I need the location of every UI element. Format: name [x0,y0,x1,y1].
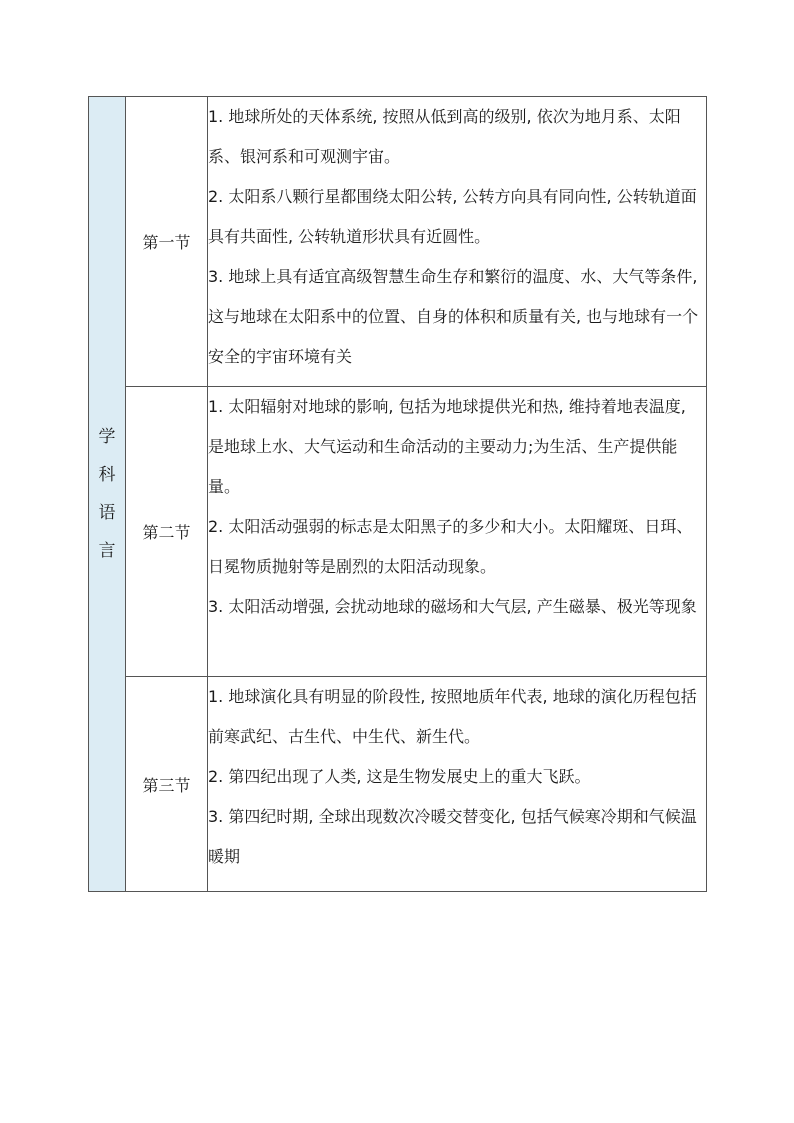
category-label [99,418,116,570]
category-char: 科 [98,465,116,485]
content-item: 2. 太阳系八颗行星都围绕太阳公转, 公转方向具有同向性, 公转轨道面具有共面性, 公转轨道形状具有近圆性。 [208,187,697,246]
table-row [89,97,707,387]
category-cell [89,97,126,892]
content-item: 3. 第四纪时期, 全球出现数次冷暖交替变化, 包括气候寒冷期和气候温暖期 [208,807,697,866]
content-item: 2. 太阳活动强弱的标志是太阳黑子的多少和大小。太阳耀斑、日珥、日冕物质抛射等是剧烈的太阳活动现象。 [208,517,693,576]
content-item: 2. 第四纪出现了人类, 这是生物发展史上的重大飞跃。 [208,767,591,786]
content-item: 3. 太阳活动增强, 会扰动地球的磁场和大气层, 产生磁暴、极光等现象 [208,597,697,616]
section-content [208,97,707,387]
category-char: 语 [98,503,116,523]
content-item: 1. 太阳辐射对地球的影响, 包括为地球提供光和热, 维持着地表温度, 是地球上水、大气运动和生命活动的主要动力;为生活、生产提供能量。 [208,397,686,496]
content-item: 3. 地球上具有适宜高级智慧生命生存和繁衍的温度、水、大气等条件, 这与地球在太阳系中的位置、自身的体积和质量有关, 也与地球有一个安全的宇宙环境有关 [208,267,699,366]
section-title: 第三节 [126,677,208,892]
category-char: 学 [98,427,116,447]
content-item: 1. 地球演化具有明显的阶段性, 按照地质年代表, 地球的演化历程包括前寒武纪、古生代、中生代、新生代。 [208,687,697,746]
section-content [208,677,707,892]
section-title: 第二节 [126,387,208,677]
category-char: 言 [98,541,116,561]
section-title: 第一节 [126,97,208,387]
table-row [89,677,707,892]
content-item: 1. 地球所处的天体系统, 按照从低到高的级别, 依次为地月系、太阳系、银河系和可观测宇宙。 [208,107,681,166]
table-row [89,387,707,677]
section-content [208,387,707,677]
subject-language-table [88,96,707,892]
